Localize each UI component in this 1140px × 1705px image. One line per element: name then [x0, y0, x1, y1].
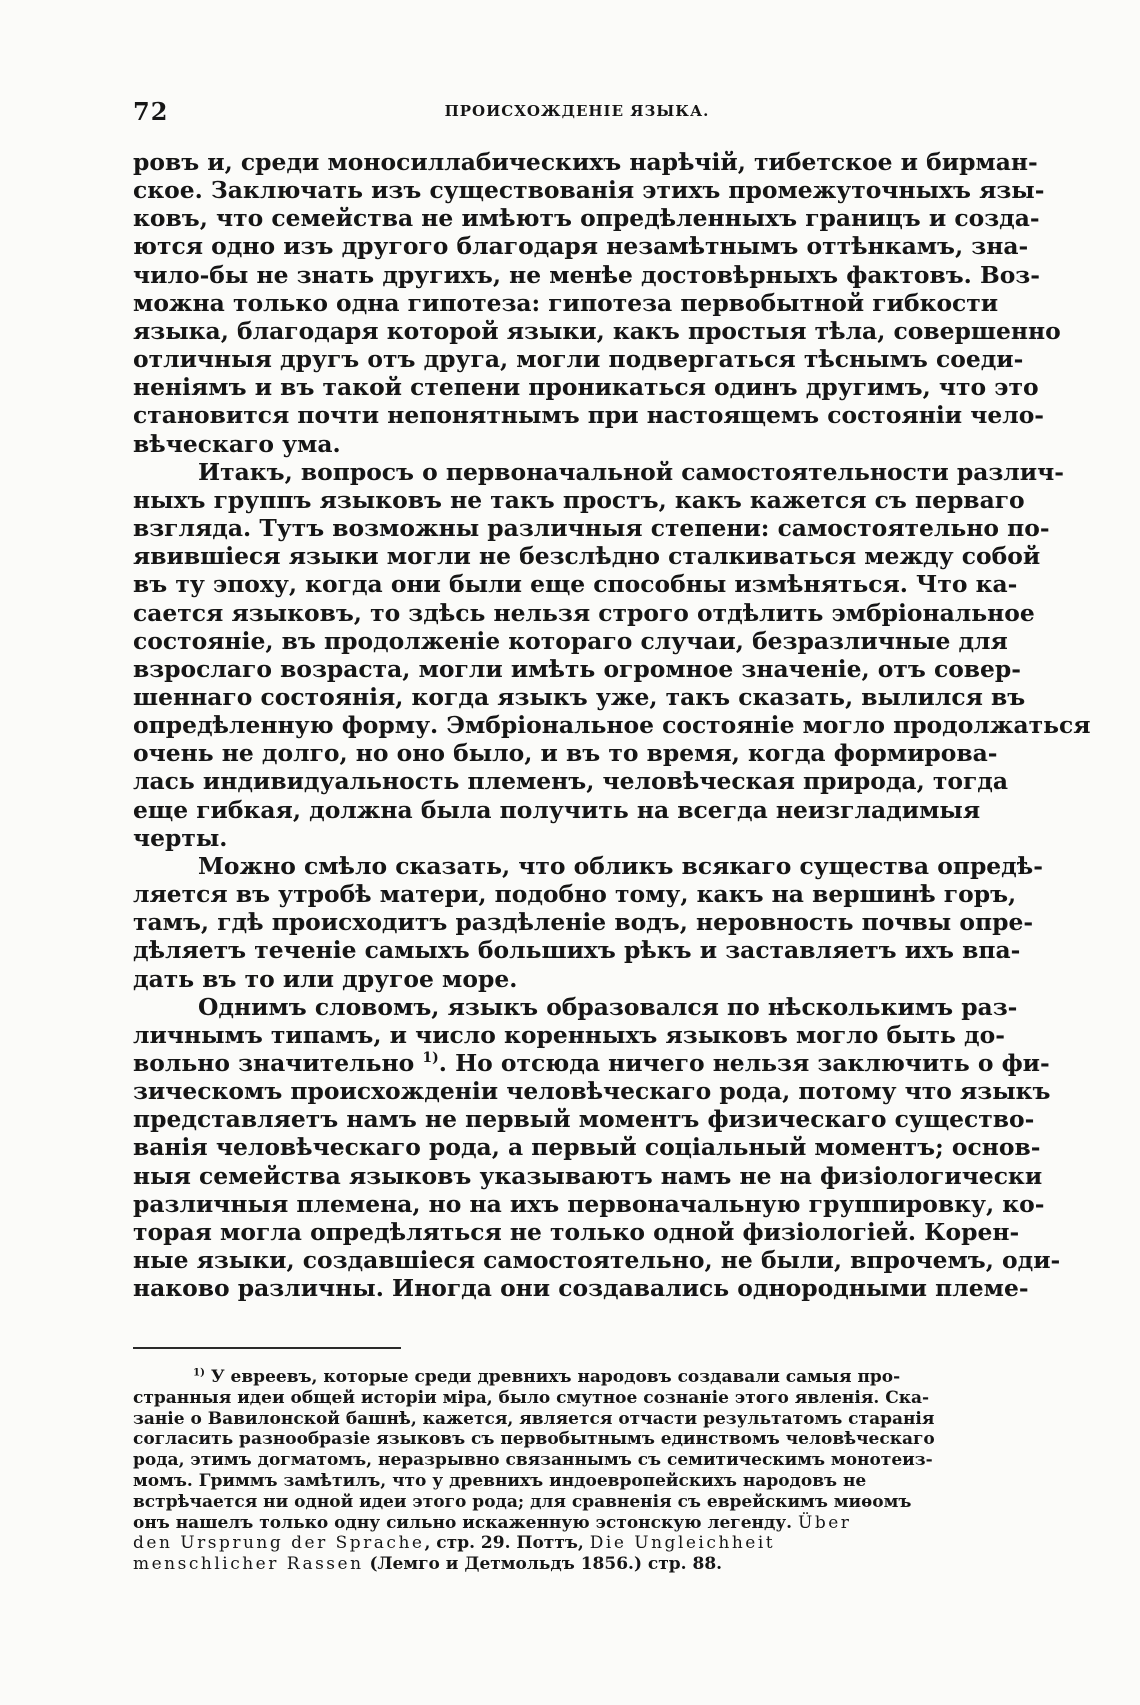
- text-line: шеннаго состоянія, когда языкъ уже, такъ сказать, вылился въ: [133, 682, 1026, 711]
- text-line: вѣческаго ума.: [133, 429, 341, 458]
- text-line: неніямъ и въ такой степени проникаться одинъ другимъ, что это: [133, 373, 1039, 402]
- paragraph-2: [133, 457, 1091, 852]
- text-line: черты.: [133, 823, 228, 852]
- footnote-line: согласить разнообразіе языковъ съ первобытнымъ единствомъ человѣческаго: [133, 1429, 935, 1450]
- footnote-line: заніе о Вавилонской башнѣ, кажется, является отчасти результатомъ старанія: [133, 1408, 935, 1429]
- text-line: дѣляетъ теченіе самыхъ большихъ рѣкъ и заставляетъ ихъ впа-: [133, 936, 1021, 965]
- footnote-line: момъ. Гриммъ замѣтилъ, что у древнихъ индоевропейскихъ народовъ не: [133, 1470, 867, 1491]
- text-line: наково различны. Иногда они создавались однородными племе-: [133, 1274, 1029, 1303]
- text-line: явившіеся языки могли не безслѣдно сталкиваться между собой: [133, 542, 1041, 571]
- running-title: ПРОИСХОЖДЕНІЕ ЯЗЫКА.: [444, 102, 710, 120]
- text-line: въ ту эпоху, когда они были еще способны измѣняться. Что ка-: [133, 570, 1018, 599]
- text-line: взгляда. Тутъ возможны различныя степени: самостоятельно по-: [133, 514, 1050, 543]
- text-line: ные языки, создавшіеся самостоятельно, не были, впрочемъ, оди-: [133, 1246, 1061, 1275]
- citation-title: menschlicher Rassen: [133, 1554, 364, 1575]
- text-line: ванія человѣческаго рода, а первый соціальный моментъ; основ-: [133, 1133, 1041, 1162]
- text-fragment: вольно значительно: [133, 1049, 415, 1077]
- text-line: языка, благодаря которой языки, какъ простыя тѣла, совершенно: [133, 316, 1061, 345]
- footnote: [133, 1367, 1021, 1575]
- text-line: тамъ, гдѣ происходитъ раздѣленіе водъ, неровность почвы опре-: [133, 908, 1034, 937]
- text-line: торая могла опредѣляться не только одной физіологіей. Корен-: [133, 1217, 1020, 1246]
- footnote-divider: [133, 1347, 401, 1349]
- footnote-ref[interactable]: 1): [422, 1050, 439, 1067]
- text-line: ское. Заключать изъ существованія этихъ промежуточныхъ язы-: [133, 176, 1045, 205]
- footnote-line: [133, 1367, 1021, 1388]
- text-line: ковъ, что семейства не имѣютъ опредѣленныхъ границъ и созда-: [133, 204, 1040, 233]
- text-fragment: . Но отсюда ничего нельзя заключить о фи-: [438, 1049, 1050, 1077]
- paragraph-3: [133, 851, 1043, 993]
- text-line: представляетъ намъ не первый моментъ физическаго существо-: [133, 1105, 1035, 1134]
- text-line: отличныя другъ отъ друга, могли подвергаться тѣснымъ соеди-: [133, 345, 1024, 374]
- text-line: ются одно изъ другого благодаря незамѣтнымъ оттѣнкамъ, зна-: [133, 232, 1029, 261]
- text-line: Итакъ, вопросъ о первоначальной самостоятельности различ-: [198, 457, 1064, 486]
- citation-details: , стр. 29. Поттъ,: [424, 1533, 584, 1554]
- text-line: ныхъ группъ языковъ не такъ простъ, какъ кажется съ перваго: [133, 485, 1025, 514]
- text-line: зическомъ происхожденіи человѣческаго рода, потому что языкъ: [133, 1077, 1051, 1106]
- text-line: личнымъ типамъ, и число коренныхъ языковъ могло быть до-: [133, 1020, 1005, 1049]
- text-line: сается языковъ, то здѣсь нельзя строго отдѣлить эмбріональное: [133, 598, 1035, 627]
- text-line: Можно смѣло сказать, что обликъ всякаго существа опредѣ-: [198, 851, 1043, 880]
- text-line: ляется въ утробѣ матери, подобно тому, какъ на вершинѣ горъ,: [133, 880, 1017, 909]
- text-line: состояніе, въ продолженіе котораго случаи, безразличные для: [133, 626, 1008, 655]
- paragraph-1: [133, 148, 1061, 458]
- page-number: 72: [133, 97, 169, 126]
- text-line: становится почти непонятнымъ при настоящемъ состояніи чело-: [133, 401, 1045, 430]
- page-header: [133, 97, 1021, 127]
- footnote-line: [133, 1554, 1021, 1575]
- citation-title: Die Ungleichheit: [589, 1533, 776, 1554]
- citation-details: (Лемго и Детмольдъ 1856.) стр. 88.: [363, 1554, 723, 1575]
- footnote-line: встрѣчается ни одной идеи этого рода; для сравненія съ еврейскимъ миѳомъ: [133, 1491, 912, 1512]
- text-line: ровъ и, среди моносиллабическихъ нарѣчій, тибетское и бирман-: [133, 148, 1038, 176]
- footnote-text: онъ нашелъ только одну сильно искаженную эстонскую легенду.: [133, 1512, 793, 1533]
- text-line: опредѣленную форму. Эмбріональное состояніе могло продолжаться: [133, 711, 1091, 740]
- text-line-with-footnote-ref: [133, 1049, 1050, 1077]
- footnote-line: странныя идеи общей исторіи міра, было смутное сознаніе этого явленія. Ска-: [133, 1387, 930, 1408]
- footnote-line: [133, 1533, 1021, 1554]
- citation-title: den Ursprung der Sprache: [133, 1533, 425, 1554]
- footnote-line: рода, этимъ догматомъ, неразрывно связаннымъ съ семитическимъ монотеиз-: [133, 1450, 933, 1471]
- text-line: чило-бы не знать другихъ, не менѣе достовѣрныхъ фактовъ. Воз-: [133, 260, 1040, 289]
- paragraph-4: [133, 992, 1061, 1303]
- main-text: [133, 148, 1091, 1303]
- text-line: взрослаго возраста, могли имѣть огромное значеніе, отъ совер-: [133, 654, 1021, 683]
- citation-title: Über: [798, 1512, 852, 1533]
- text-line: дать въ то или другое море.: [133, 964, 518, 993]
- footnote-marker: 1): [193, 1366, 205, 1379]
- text-line: еще гибкая, должна была получить на всегда неизгладимыя: [133, 795, 981, 824]
- footnote-text: У евреевъ, которые среди древнихъ народовъ создавали самыя про-: [210, 1367, 901, 1387]
- text-line: лась индивидуальность племенъ, человѣческая природа, тогда: [133, 767, 1009, 796]
- text-line: очень не долго, но оно было, и въ то время, когда формирова-: [133, 739, 998, 768]
- text-line: различныя племена, но на ихъ первоначальную группировку, ко-: [133, 1189, 1045, 1218]
- text-line: ныя семейства языковъ указываютъ намъ не на физіологически: [133, 1161, 1043, 1190]
- text-line: Однимъ словомъ, языкъ образовался по нѣсколькимъ раз-: [198, 992, 1018, 1021]
- text-line: можна только одна гипотеза: гипотеза первобытной гибкости: [133, 288, 999, 317]
- footnote-line: [133, 1513, 1021, 1534]
